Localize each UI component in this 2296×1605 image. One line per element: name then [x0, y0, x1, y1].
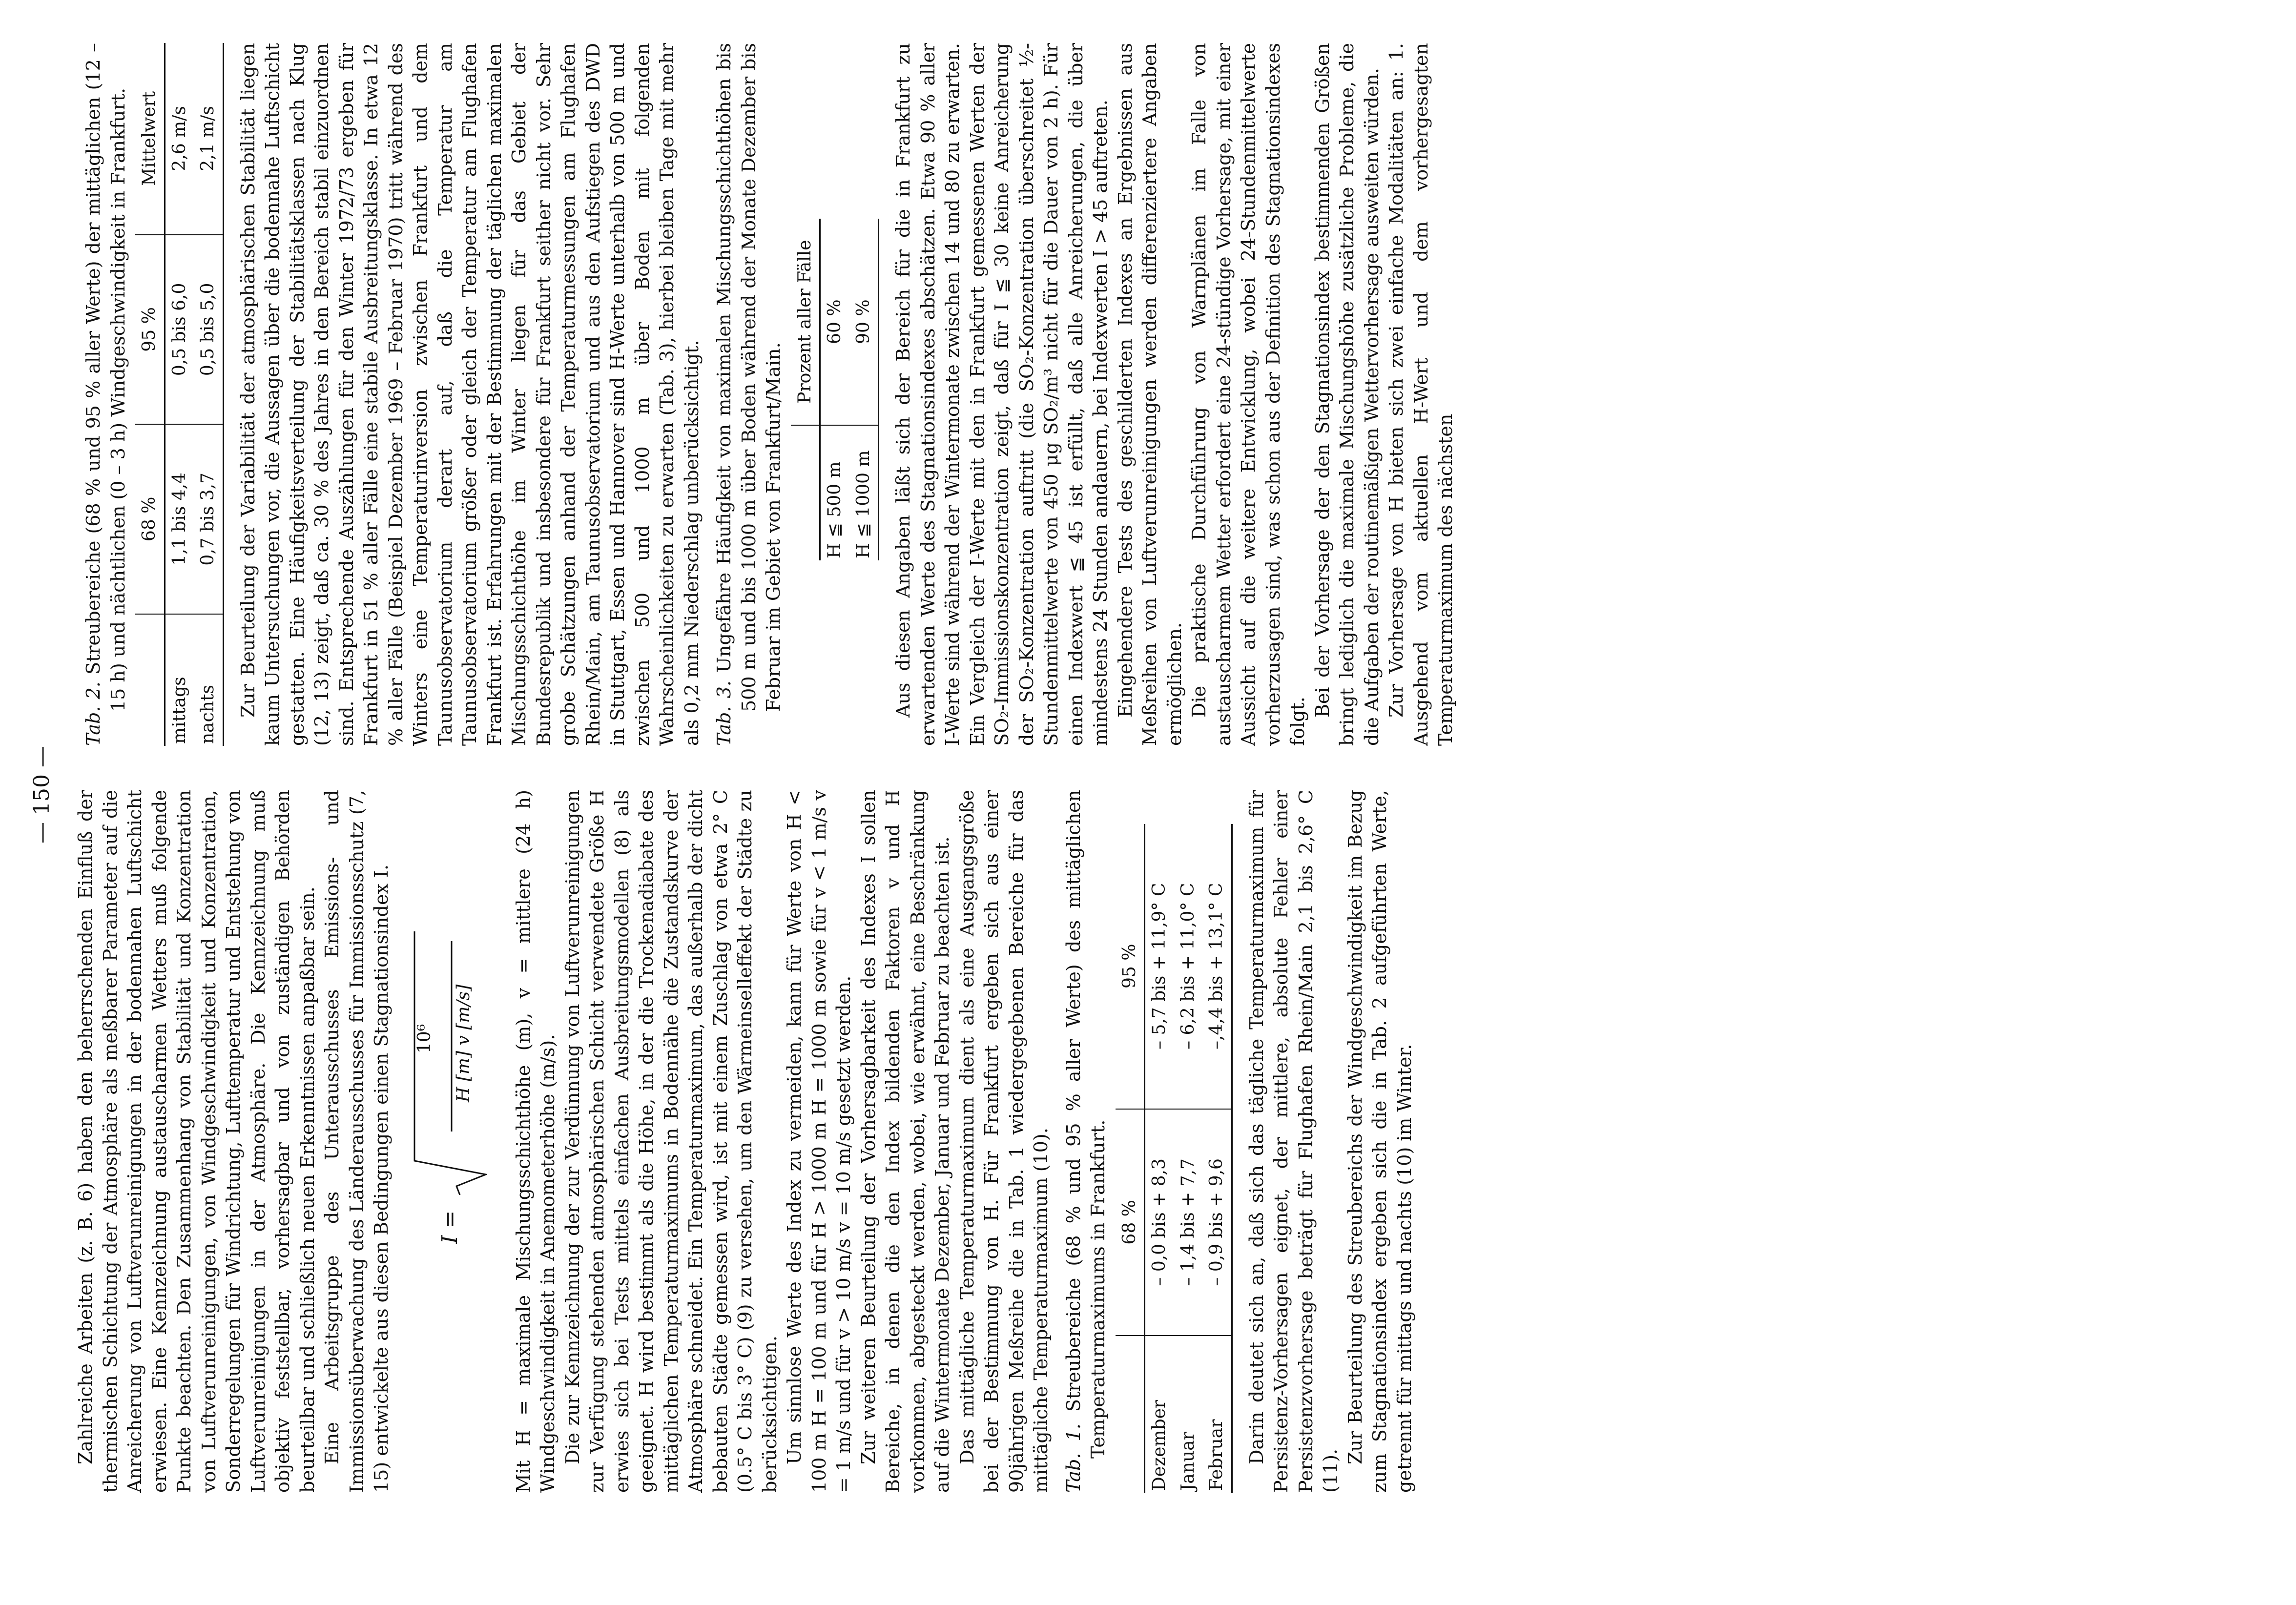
paragraph: Zur Vorhersage von H bieten sich zwei einfache Modalitäten an: 1. Ausgehend vom aktuellen H-Wert und dem vorhergesagten Temperaturmaximum des nächsten: [1386, 43, 1456, 746]
table-row: [194, 43, 223, 746]
table-cell: H ≦ 1000 m: [849, 425, 879, 560]
table-cell: H ≦ 500 m: [825, 461, 845, 558]
table-header: 95 %: [135, 235, 165, 424]
table-cell: Dezember: [1149, 1399, 1169, 1491]
table-cell: – 1,4 bis + 7,7: [1174, 1109, 1203, 1336]
stagnation-index-formula: [404, 790, 501, 1493]
table-cell: 0,5 bis 6,0: [165, 235, 194, 424]
page-number: — 150 —: [29, 746, 54, 844]
table-header: Mittelwert: [135, 43, 165, 235]
table-row: [849, 219, 879, 560]
table1-caption: [1061, 790, 1111, 1493]
table-cell: 0,5 bis 5,0: [194, 235, 223, 424]
table3: [791, 219, 880, 560]
table-header: Prozent aller Fälle: [791, 219, 820, 425]
table-cell: – 0,0 bis + 8,3: [1145, 1109, 1174, 1336]
table1-label: Tab. 1.: [1062, 1423, 1084, 1493]
table3-caption: [712, 43, 786, 746]
paragraph: Um sinnlose Werte des Index zu vermeiden, kann für Werte von H < 100 m H = 100 m und für H > 1000 m H = 1000 m sowie für v < 1 m/s v = 1 m/s und für v > 10 m/s v = 10 m/s gesetzt werden.: [784, 790, 854, 1493]
table-row: [1202, 824, 1232, 1493]
paragraph: Mit H = maximale Mischungsschichthöhe (m), v = mittlere (24 h) Windgeschwindigkeit in Anemometerhöhe (m/s).: [512, 790, 558, 1493]
paragraph: Das mittägliche Temperaturmaximum dient als eine Ausgangsgröße bei der Bestimmung von H. Für Frankfurt ergeben sich aus einer 90jährigen Meßreihe die in Tab. 1 wiedergegebenen Bereiche für das mittägliche Temperaturmaximum (10).: [956, 790, 1052, 1493]
formula-lhs: I =: [437, 1210, 462, 1244]
table3-caption-text: Ungefähre Häufigkeit von maximalen Mischungsschichthöhen bis 500 m und bis 1000 m über Boden während der Monate Dezember bis Februar im Gebiet von Frankfurt/Main.: [713, 43, 784, 712]
table2-caption: [81, 43, 130, 746]
table-cell: 1,1 bis 4,4: [165, 424, 194, 614]
table2-caption-text: Streubereiche (68 % und 95 % aller Werte) der mittäglichen (12 – 15 h) und nächtlichen (0 – 3 h) Windgeschwindigkeit in Frankfurt.: [83, 43, 129, 712]
table-cell: – 5,7 bis + 11,9° C: [1145, 824, 1174, 1109]
paragraph: Eine Arbeitsgruppe des Unterausschusses Emissions- und Immissionsüberwachung des Länderausschusses für Immissionsschutz (7, 15) entwickelte aus diesen Bedingungen einen Stagnationsindex I.: [321, 790, 392, 1493]
table-header: [135, 614, 165, 746]
paragraph: Bei der Vorhersage der den Stagnationsindex bestimmenden Größen bringt lediglich die maximale Mischungshöhe zusätzliche Probleme, die die Aufgaben der routinemäßigen Wettervorhersage ausweiten würden.: [1311, 43, 1383, 746]
paragraph: Die praktische Durchführung von Warnplänen im Falle von austauscharmem Wetter erfordert eine 24-stündige Vorhersage, mit einer Aussicht auf die weitere Entwicklung, wobei 24-Stundenmittelwerte vorherzusagen sind, was schon aus der Definition des Stagnationsindexes folgt.: [1188, 43, 1308, 746]
table-row: [1145, 824, 1174, 1493]
table-cell: –,4,4 bis + 13,1° C: [1202, 824, 1232, 1109]
table-row: [820, 219, 849, 560]
table-cell: nachts: [194, 614, 223, 746]
left-column: [73, 790, 1417, 1493]
paragraph: Zur Beurteilung der Variabilität der atmosphärischen Stabilität liegen kaum Untersuchungen vor, die Aussagen über die bodennahe Luftschicht gestatten. Eine Häufigkeitsverteilung der Stabilitätsklassen nach Klug (12, 13) zeigt, daß ca. 30 % des Jahres in den Bereich stabil einzuordnen sind. Entsprechende Auszählungen für den Winter 1972/73 ergeben für Frankfurt in 51 % aller Fälle eine stabile Ausbreitungsklasse. In etwa 12 % aller Fälle (Beispiel Dezember 1969 – Februar 1970) tritt während des Winters eine Temperaturinversion zwischen Frankfurt und dem Taunusobservatorium derart auf, daß die Temperatur am Taunusobservatorium größer oder gleich der Temperatur am Flughafen Frankfurt ist. Erfahrungen mit der Bestimmung der täglichen maximalen Mischungsschichthöhe im Winter liegen für das Gebiet der Bundesrepublik und insbesondere für Frankfurt seither nicht vor. Sehr grobe Schätzungen anhand der Temperaturmessungen am Flughafen Rhein/Main, am Taunusobservatorium und aus den Aufstiegen des DWD in Stuttgart, Essen und Hannover sind H-Werte unterhalb von 500 m und zwischen 500 und 1000 m über Boden mit folgenden Wahrscheinlichkeiten zu erwarten (Tab. 3), hierbei bleiben Tage mit mehr als 0,2 mm Niederschlag unberücksichtigt.: [237, 43, 703, 746]
table-row: [1174, 824, 1203, 1493]
right-column: [73, 43, 1458, 746]
table1-caption-text: Streubereiche (68 % und 95 % aller Werte) des mittäglichen Temperaturmaximums in Frankfurt.: [1062, 790, 1109, 1459]
table-cell: 60 %: [820, 219, 849, 425]
formula-denominator: H [m] v [m/s]: [453, 984, 474, 1102]
table-cell: Februar: [1202, 1336, 1232, 1493]
table-cell: 2,6 m/s: [165, 43, 194, 235]
table-cell: 0,7 bis 3,7: [194, 424, 223, 614]
paragraph: Zur Beurteilung des Streubereichs der Windgeschwindigkeit im Bezug zum Stagnationsindex ergeben sich die in Tab. 2 aufgeführten Werte, getrennt für mittags und nachts (10) im Winter.: [1344, 790, 1415, 1493]
table-cell: mittags: [169, 677, 189, 744]
table-cell: – 6,2 bis + 11,0° C: [1174, 824, 1203, 1109]
paragraph: Die zur Kennzeichnung der zur Verdünnung von Luftverunreinigungen zur Verfügung stehenden atmosphärischen Schicht verwendete Größe H erwies sich bei Tests mittels einfachen Ausbreitungsmodellen (8) als geeignet. H wird bestimmt als die Höhe, in der die Trockenadiabate des mittäglichen Temperaturmaximums in Bodennähe die Zustandskurve der Atmosphäre schneidet. Ein Temperaturmaximum, das außerhalb der dicht bebauten Städte gemessen wird, ist mit einem Zuschlag von etwa 2° C (0.5° C bis 3° C) (9) zu versehen, um den Wärmeinselleffekt der Städte zu berücksichtigen.: [561, 790, 781, 1493]
table2: [135, 43, 224, 746]
table-row: [165, 43, 194, 746]
table-header: 68 %: [135, 424, 165, 614]
paragraph: Darin deutet sich an, daß sich das tägliche Temperaturmaximum für Persistenz-Vorhersagen eignet, der mittlere, absolute Fehler einer Persistenzvorhersage beträgt für Flughafen Rhein/Main 2,1 bis 2,6° C (11).: [1245, 790, 1341, 1493]
table-cell: Januar: [1178, 1432, 1198, 1491]
paragraph: Eingehendere Tests des geschilderten Indexes an Ergebnissen aus Meßreihen von Luftverunreinigungen werden differenziertere Angaben ermöglichen.: [1114, 43, 1185, 746]
paragraph: Aus diesen Angaben läßt sich der Bereich für die in Frankfurt zu erwartenden Werte des Stagnationsindexes abschätzen. Etwa 90 % aller I-Werte sind während der Wintermonate zwischen 14 und 80 zu erwarten. Ein Vergleich der I-Werte mit den in Frankfurt gemessenen Werten der SO₂-Immissionskonzentration zeigt, daß für I ≦ 30 keine Anreicherung der SO₂-Konzentration auftritt (die SO₂-Konzentration überschreitet ½-Stundenmittelwerte von 450 μg SO₂/m³ nicht für die Dauer von 2 h). Für einen Indexwert ≦ 45 ist erfüllt, daß alle Anreicherungen, die über mindestens 24 Stunden andauern, bei Indexwerten I > 45 auftreten.: [892, 43, 1111, 746]
table-cell: 2,1 m/s: [194, 43, 223, 235]
paragraph: Zahlreiche Arbeiten (z. B. 6) haben den beherrschenden Einfluß der thermischen Schichtung der Atmosphäre als meßbarer Parameter auf die Anreicherung von Luftverunreinigungen in der bodennahen Luftschicht erwiesen. Eine Kennzeichnung austauscharmen Wetters muß folgende Punkte beachten. Den Zusammenhang von Stabilität und Konzentration von Luftverunreinigungen, von Windgeschwindigkeit und Konzentration, Sonderregelungen für Windrichtung, Lufttemperatur und Entstehung von Luftverunreinigungen in der Atmosphäre. Die Kennzeichnung muß objektiv feststellbar, vorhersagbar und von zuständigen Behörden beurteilbar und schließlich neuen Erkenntnissen anpaßbar sein.: [75, 790, 318, 1493]
paragraph: Zur weiteren Beurteilung der Vorhersagbarkeit des Indexes I sollen Bereiche, in denen die den Index bildenden Faktoren v und H vorkommen, abgesteckt werden, wobei, wie erwähnt, eine Beschränkung auf die Wintermonate Dezember, Januar und Februar zu beachten ist.: [857, 790, 953, 1493]
table2-label: Tab. 2.: [83, 681, 104, 746]
formula-numerator: 10⁶: [414, 1024, 434, 1053]
table-header: [791, 425, 820, 560]
table-header: [1116, 1336, 1145, 1493]
table-header: 95 %: [1116, 824, 1145, 1109]
table1: [1116, 824, 1233, 1493]
table-header: 68 %: [1116, 1109, 1145, 1336]
table-cell: 90 %: [849, 219, 879, 425]
table-cell: – 0,9 bis + 9,6: [1202, 1109, 1232, 1336]
table3-label: Tab. 3.: [713, 680, 735, 746]
